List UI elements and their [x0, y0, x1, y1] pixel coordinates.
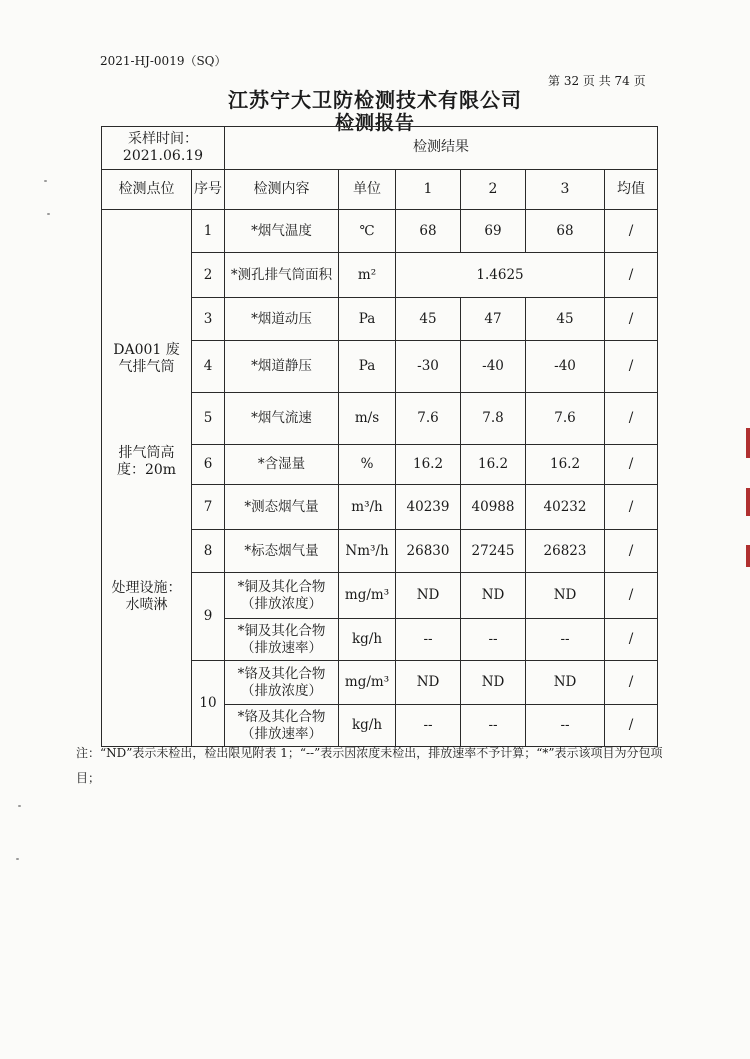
row-item: *测态烟气量: [225, 485, 339, 530]
row-unit: Nm³/h: [339, 530, 396, 573]
row-value-2: 7.8: [461, 393, 526, 445]
row-unit: mg/m³: [339, 573, 396, 619]
row-value-2: ND: [461, 573, 526, 619]
row-unit: m²: [339, 253, 396, 298]
point-name: DA001 废气排气筒: [113, 341, 180, 375]
binding-seam-mark: [746, 428, 750, 458]
col-header-1: 1: [396, 170, 461, 210]
row-seq: 3: [192, 298, 225, 341]
row-value-3: ND: [526, 661, 605, 705]
sampling-date: 2021.06.19: [122, 148, 204, 164]
col-header-item: 检测内容: [225, 170, 339, 210]
row-value-3: -40: [526, 341, 605, 393]
row-value-3: 45: [526, 298, 605, 341]
row-average: /: [605, 705, 658, 747]
row-seq: 6: [192, 445, 225, 485]
row-unit: Pa: [339, 341, 396, 393]
row-value-1: --: [396, 705, 461, 747]
binding-seam-mark: [746, 488, 750, 516]
binding-seam-mark: [746, 545, 750, 567]
scan-speck: [47, 213, 50, 215]
row-average: /: [605, 253, 658, 298]
document-number: 2021-HJ-0019（SQ）: [100, 54, 227, 68]
row-value-3: 68: [526, 210, 605, 253]
row-seq: 9: [192, 573, 225, 661]
row-unit: kg/h: [339, 619, 396, 661]
row-average: /: [605, 530, 658, 573]
row-value-2: 69: [461, 210, 526, 253]
row-item: *烟道动压: [225, 298, 339, 341]
col-header-unit: 单位: [339, 170, 396, 210]
row-seq: 8: [192, 530, 225, 573]
row-item: *测孔排气筒面积: [225, 253, 339, 298]
row-value-3: --: [526, 705, 605, 747]
point-label-cell: [102, 210, 192, 747]
row-item: *含湿量: [225, 445, 339, 485]
row-item: *铜及其化合物（排放浓度）: [225, 573, 339, 619]
row-seq: 5: [192, 393, 225, 445]
row-average: /: [605, 445, 658, 485]
row-value-3: 40232: [526, 485, 605, 530]
row-seq: 1: [192, 210, 225, 253]
row-unit: %: [339, 445, 396, 485]
report-title: 检测报告: [334, 112, 415, 134]
sampling-time-label: 采样时间：: [128, 130, 198, 147]
row-average: /: [605, 573, 658, 619]
row-average: /: [605, 485, 658, 530]
row-value-3: 7.6: [526, 393, 605, 445]
scan-speck: [18, 805, 21, 807]
stack-height: 排气筒高度：20m: [116, 444, 177, 478]
row-average: /: [605, 298, 658, 341]
row-average: /: [605, 661, 658, 705]
row-value-1: 26830: [396, 530, 461, 573]
col-header-seq: 序号: [192, 170, 225, 210]
row-value-2: 40988: [461, 485, 526, 530]
footnote: 注：“ND”表示未检出，检出限见附表 1；“--”表示因浓度未检出，排放速率不予计算；“*”表示该项目为分包项目；: [76, 746, 663, 785]
row-seq: 7: [192, 485, 225, 530]
row-average: /: [605, 393, 658, 445]
row-average: /: [605, 210, 658, 253]
row-value-2: -40: [461, 341, 526, 393]
row-item: *铬及其化合物（排放速率）: [225, 705, 339, 747]
row-value-1: ND: [396, 573, 461, 619]
row-unit: mg/m³: [339, 661, 396, 705]
scan-speck: [44, 180, 47, 182]
row-average: /: [605, 619, 658, 661]
row-seq: 10: [192, 661, 225, 747]
results-table: [101, 126, 658, 747]
treatment-facility: 处理设施：水喷淋: [111, 579, 182, 613]
row-value-2: ND: [461, 661, 526, 705]
row-value-1: 16.2: [396, 445, 461, 485]
sampling-time-cell: [102, 127, 225, 170]
row-seq: 2: [192, 253, 225, 298]
row-value-2: 16.2: [461, 445, 526, 485]
row-item: *铬及其化合物（排放浓度）: [225, 661, 339, 705]
scan-speck: [16, 858, 19, 860]
results-header: 检测结果: [225, 127, 658, 170]
row-item: *标态烟气量: [225, 530, 339, 573]
row-seq: 4: [192, 341, 225, 393]
row-value-1: 7.6: [396, 393, 461, 445]
row-item: *铜及其化合物（排放速率）: [225, 619, 339, 661]
col-header-point: 检测点位: [102, 170, 192, 210]
row-average: /: [605, 341, 658, 393]
row-value-3: --: [526, 619, 605, 661]
row-value-2: --: [461, 619, 526, 661]
row-value-2: 47: [461, 298, 526, 341]
row-value-1: 45: [396, 298, 461, 341]
col-header-2: 2: [461, 170, 526, 210]
row-unit: m³/h: [339, 485, 396, 530]
row-value-2: --: [461, 705, 526, 747]
row-unit: m/s: [339, 393, 396, 445]
row-value-3: 26823: [526, 530, 605, 573]
row-value-3: 16.2: [526, 445, 605, 485]
col-header-avg: 均值: [605, 170, 658, 210]
row-unit: ℃: [339, 210, 396, 253]
page-number: 第 32 页 共 74 页: [548, 74, 646, 88]
row-value-1: --: [396, 619, 461, 661]
col-header-3: 3: [526, 170, 605, 210]
row-value-1: 40239: [396, 485, 461, 530]
row-value-3: ND: [526, 573, 605, 619]
row-item: *烟道静压: [225, 341, 339, 393]
row-item: *烟气流速: [225, 393, 339, 445]
company-name: 江苏宁大卫防检测技术有限公司: [228, 88, 522, 112]
row-value-1: 68: [396, 210, 461, 253]
row-value-2: 27245: [461, 530, 526, 573]
row-value-1: -30: [396, 341, 461, 393]
row-unit: kg/h: [339, 705, 396, 747]
row-item: *烟气温度: [225, 210, 339, 253]
row-unit: Pa: [339, 298, 396, 341]
row-merged-value: 1.4625: [396, 253, 605, 298]
row-value-1: ND: [396, 661, 461, 705]
